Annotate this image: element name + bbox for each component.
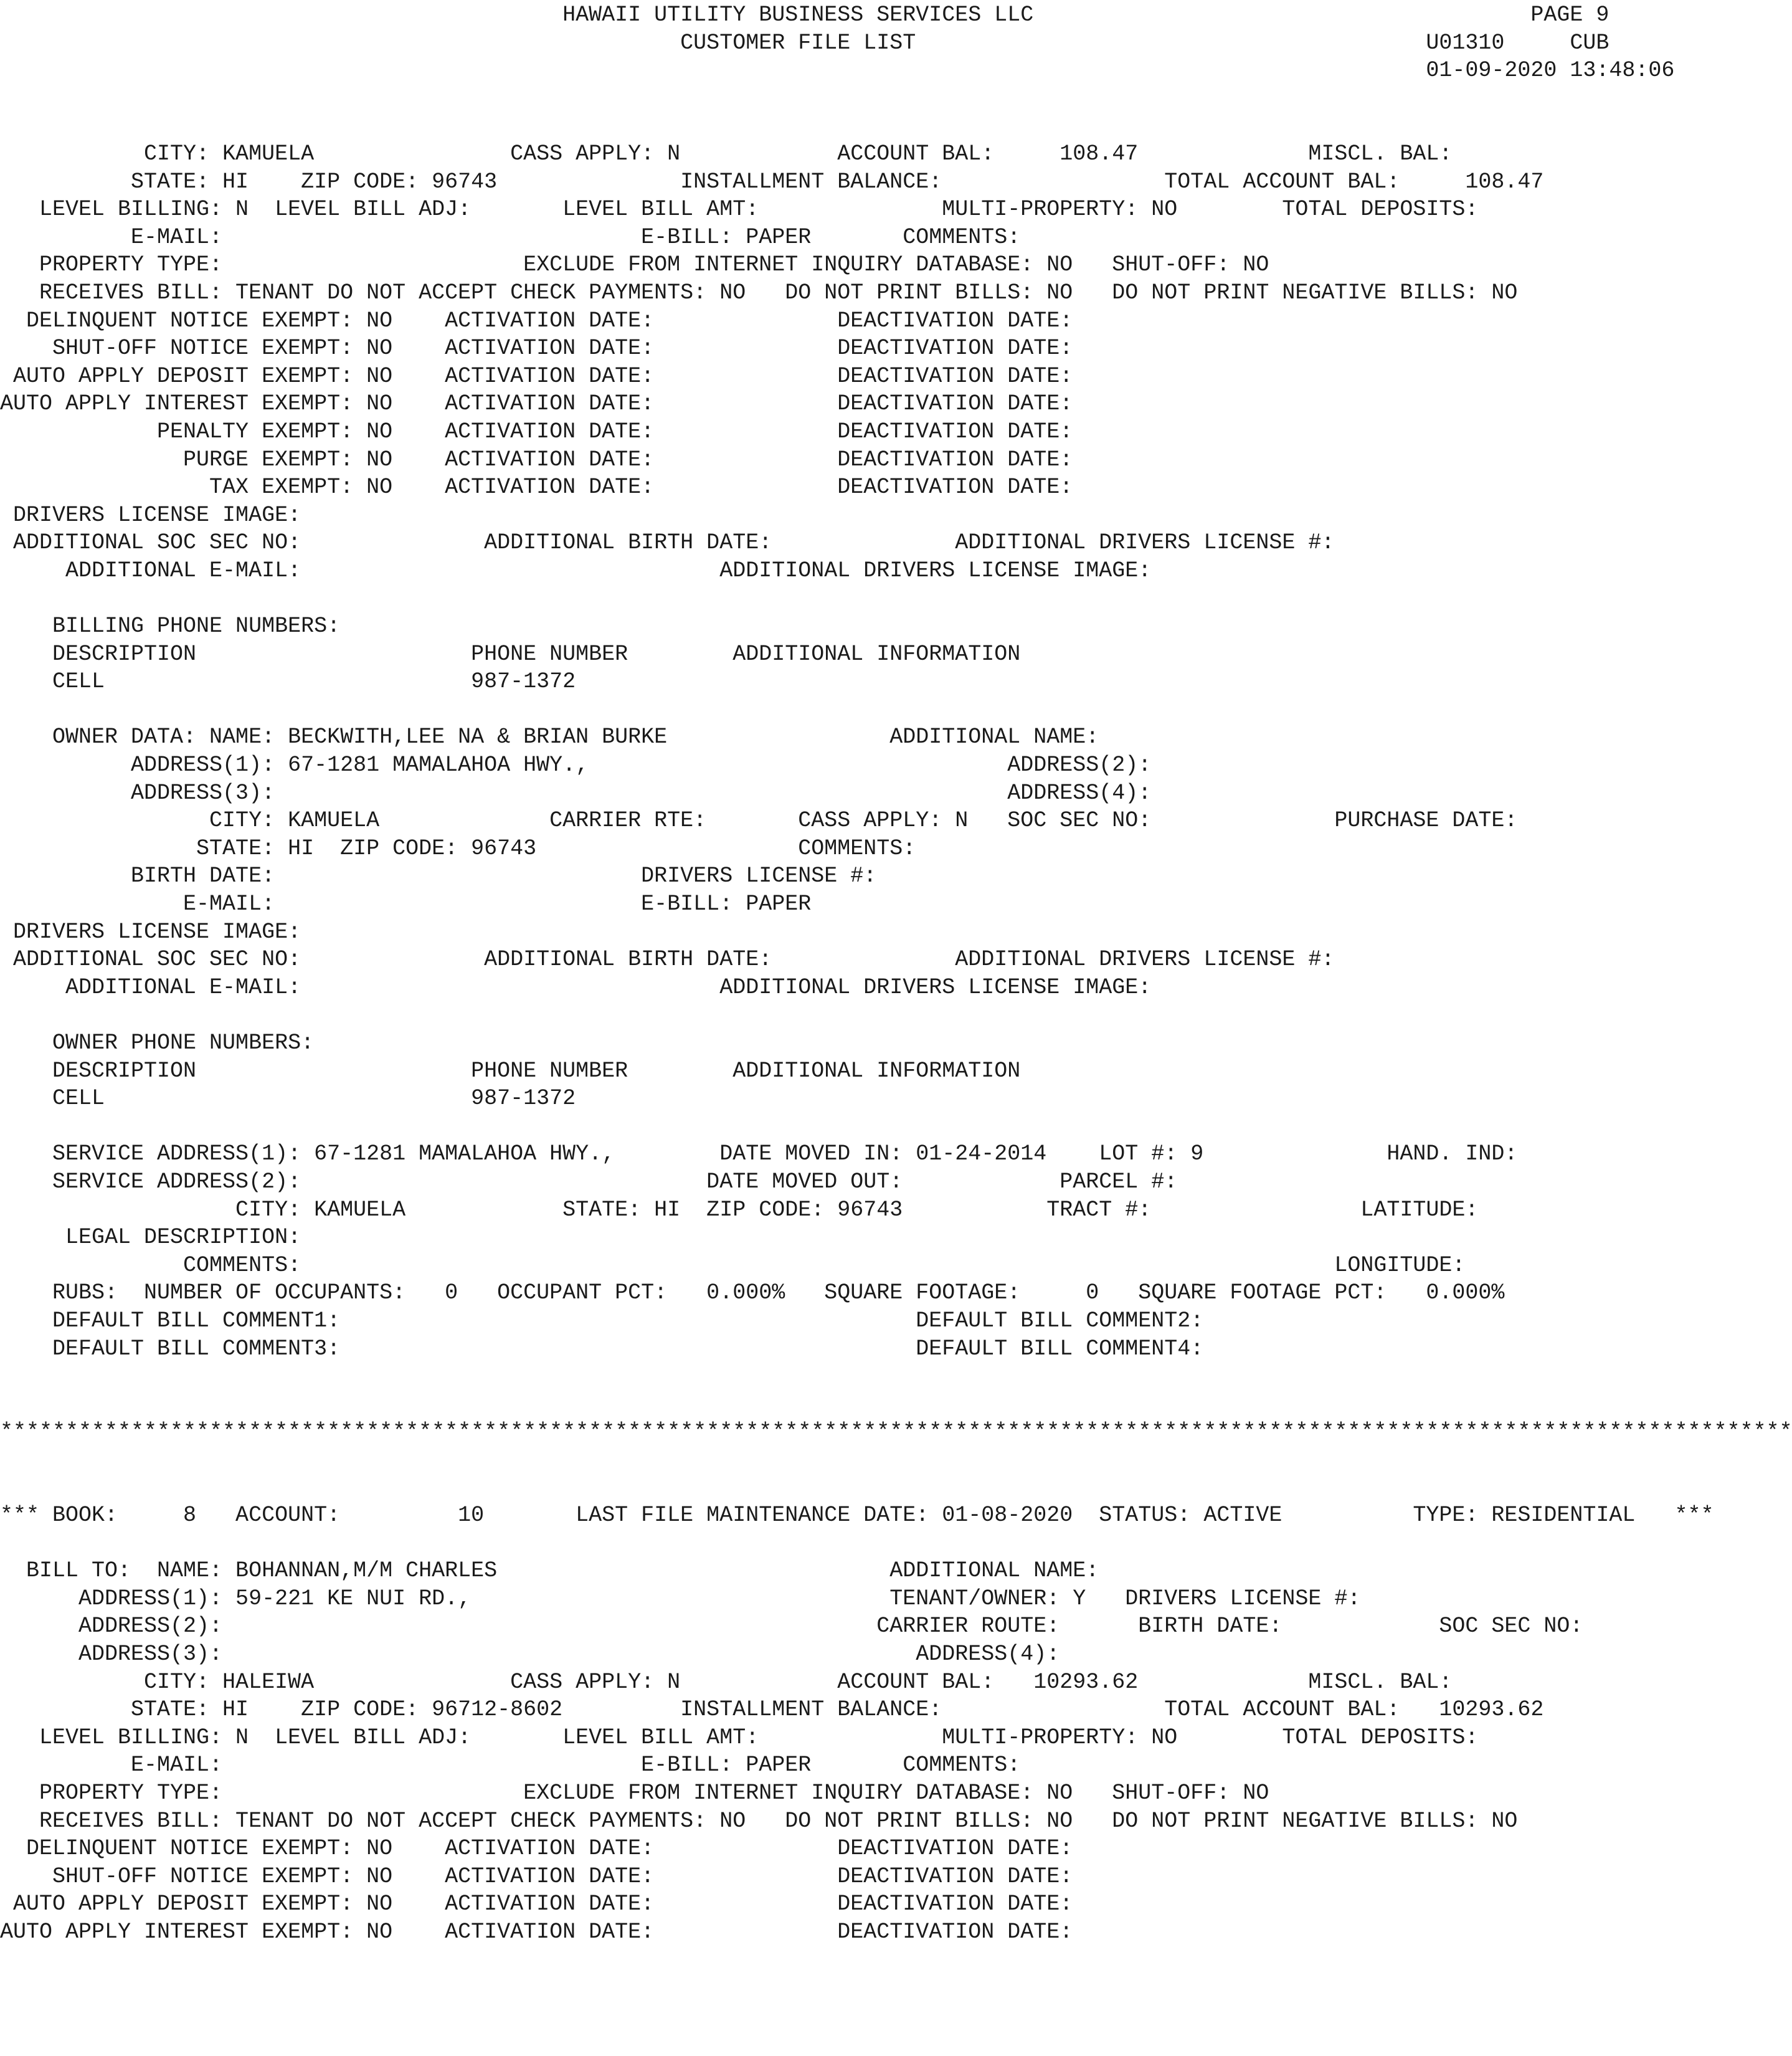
report-line: PROPERTY TYPE: EXCLUDE FROM INTERNET INQUIRY DATABASE: NO SHUT-OFF: NO (0, 252, 1269, 278)
report-line: DEFAULT BILL COMMENT1: DEFAULT BILL COMMENT2: (0, 1308, 1204, 1333)
report-line: PROPERTY TYPE: EXCLUDE FROM INTERNET INQUIRY DATABASE: NO SHUT-OFF: NO (0, 1781, 1269, 1806)
report-line: 01-09-2020 13:48:06 (0, 58, 1675, 83)
report-line: AUTO APPLY INTEREST EXEMPT: NO ACTIVATION DATE: DEACTIVATION DATE: (0, 1919, 1073, 1944)
customer-file-list-report (0, 1, 1792, 1946)
report-line: DRIVERS LICENSE IMAGE: (0, 919, 301, 945)
report-line: RECEIVES BILL: TENANT DO NOT ACCEPT CHECK PAYMENTS: NO DO NOT PRINT BILLS: NO DO NOT PRINT NEGATIVE BILLS: NO (0, 280, 1518, 305)
report-line: CELL 987-1372 (0, 669, 576, 695)
report-line: LEVEL BILLING: N LEVEL BILL ADJ: LEVEL BILL AMT: MULTI-PROPERTY: NO TOTAL DEPOSITS: (0, 1725, 1479, 1750)
report-line: CITY: HALEIWA CASS APPLY: N ACCOUNT BAL: 10293.62 MISCL. BAL: (0, 1669, 1453, 1695)
report-line: E-MAIL: E-BILL: PAPER COMMENTS: (0, 1753, 1021, 1778)
report-line: ***************************************************************************************************************************************** (0, 1419, 1792, 1445)
report-line: ADDRESS(2): CARRIER ROUTE: BIRTH DATE: SOC SEC NO: (0, 1614, 1583, 1639)
report-line: CITY: KAMUELA CASS APPLY: N ACCOUNT BAL: 108.47 MISCL. BAL: (0, 141, 1453, 166)
report-line: ADDITIONAL E-MAIL: ADDITIONAL DRIVERS LICENSE IMAGE: (0, 974, 1152, 1000)
report-line: HAWAII UTILITY BUSINESS SERVICES LLC PAGE 9 (0, 2, 1609, 27)
report-line: AUTO APPLY INTEREST EXEMPT: NO ACTIVATION DATE: DEACTIVATION DATE: (0, 391, 1073, 417)
report-line: AUTO APPLY DEPOSIT EXEMPT: NO ACTIVATION DATE: DEACTIVATION DATE: (0, 363, 1073, 389)
report-line: LEVEL BILLING: N LEVEL BILL ADJ: LEVEL BILL AMT: MULTI-PROPERTY: NO TOTAL DEPOSITS: (0, 197, 1479, 222)
report-line: OWNER DATA: NAME: BECKWITH,LEE NA & BRIAN BURKE ADDITIONAL NAME: (0, 725, 1099, 750)
report-line (0, 1446, 1792, 1474)
report-line: ADDRESS(3): ADDRESS(4): (0, 780, 1152, 806)
report-line: ADDRESS(1): 59-221 KE NUI RD., TENANT/OWNER: Y DRIVERS LICENSE #: (0, 1586, 1361, 1611)
report-line: CUSTOMER FILE LIST U01310 CUB (0, 30, 1609, 55)
report-line: DRIVERS LICENSE IMAGE: (0, 502, 301, 528)
report-line (0, 85, 1792, 113)
report-line: STATE: HI ZIP CODE: 96743 INSTALLMENT BALANCE: TOTAL ACCOUNT BAL: 108.47 (0, 169, 1544, 194)
report-line: E-MAIL: E-BILL: PAPER (0, 892, 812, 916)
report-line: OWNER PHONE NUMBERS: (0, 1030, 315, 1055)
report-line: SERVICE ADDRESS(1): 67-1281 MAMALAHOA HWY., DATE MOVED IN: 01-24-2014 LOT #: 9 HAND. IND: (0, 1141, 1518, 1167)
report-line: BILL TO: NAME: BOHANNAN,M/M CHARLES ADDITIONAL NAME: (0, 1558, 1099, 1584)
report-line: ADDITIONAL SOC SEC NO: ADDITIONAL BIRTH DATE: ADDITIONAL DRIVERS LICENSE #: (0, 530, 1335, 556)
report-line: STATE: HI ZIP CODE: 96743 COMMENTS: (0, 835, 916, 861)
report-line (0, 1363, 1792, 1391)
report-line: PENALTY EXEMPT: NO ACTIVATION DATE: DEACTIVATION DATE: (0, 419, 1073, 444)
report-line: ADDITIONAL E-MAIL: ADDITIONAL DRIVERS LICENSE IMAGE: (0, 558, 1152, 583)
report-line: AUTO APPLY DEPOSIT EXEMPT: NO ACTIVATION DATE: DEACTIVATION DATE: (0, 1892, 1073, 1917)
report-line: DESCRIPTION PHONE NUMBER ADDITIONAL INFORMATION (0, 1058, 1021, 1083)
report-line: DELINQUENT NOTICE EXEMPT: NO ACTIVATION DATE: DEACTIVATION DATE: (0, 308, 1073, 333)
report-line: SERVICE ADDRESS(2): DATE MOVED OUT: PARCEL #: (0, 1169, 1178, 1194)
report-line: SHUT-OFF NOTICE EXEMPT: NO ACTIVATION DATE: DEACTIVATION DATE: (0, 1863, 1073, 1889)
report-line: DEFAULT BILL COMMENT3: DEFAULT BILL COMMENT4: (0, 1336, 1204, 1361)
report-line: RUBS: NUMBER OF OCCUPANTS: 0 OCCUPANT PCT: 0.000% SQUARE FOOTAGE: 0 SQUARE FOOTAGE PCT: 0.000% (0, 1280, 1505, 1306)
report-line (0, 1001, 1792, 1029)
report-line (0, 584, 1792, 612)
report-line: ADDITIONAL SOC SEC NO: ADDITIONAL BIRTH DATE: ADDITIONAL DRIVERS LICENSE #: (0, 947, 1335, 973)
report-line: DESCRIPTION PHONE NUMBER ADDITIONAL INFORMATION (0, 641, 1021, 667)
report-line: TAX EXEMPT: NO ACTIVATION DATE: DEACTIVATION DATE: (0, 475, 1073, 500)
report-line: LEGAL DESCRIPTION: (0, 1225, 301, 1250)
report-line: SHUT-OFF NOTICE EXEMPT: NO ACTIVATION DATE: DEACTIVATION DATE: (0, 336, 1073, 361)
report-line: DELINQUENT NOTICE EXEMPT: NO ACTIVATION DATE: DEACTIVATION DATE: (0, 1836, 1073, 1862)
report-line: STATE: HI ZIP CODE: 96712-8602 INSTALLMENT BALANCE: TOTAL ACCOUNT BAL: 10293.62 (0, 1697, 1544, 1723)
report-line (0, 1391, 1792, 1419)
report-line (0, 1113, 1792, 1141)
report-line: BILLING PHONE NUMBERS: (0, 614, 341, 639)
report-line (0, 696, 1792, 724)
report-line: COMMENTS: LONGITUDE: (0, 1252, 1466, 1278)
report-line: RECEIVES BILL: TENANT DO NOT ACCEPT CHECK PAYMENTS: NO DO NOT PRINT BILLS: NO DO NOT PRINT NEGATIVE BILLS: NO (0, 1808, 1518, 1834)
report-line: *** BOOK: 8 ACCOUNT: 10 LAST FILE MAINTENANCE DATE: 01-08-2020 STATUS: ACTIVE TYPE: RESIDENTIAL *** (0, 1503, 1714, 1528)
report-line: E-MAIL: E-BILL: PAPER COMMENTS: (0, 224, 1021, 250)
report-line: CITY: KAMUELA CARRIER RTE: CASS APPLY: N SOC SEC NO: PURCHASE DATE: (0, 808, 1518, 834)
report-line (0, 1473, 1792, 1502)
report-line: CITY: KAMUELA STATE: HI ZIP CODE: 96743 TRACT #: LATITUDE: (0, 1197, 1479, 1222)
report-line (0, 1530, 1792, 1558)
report-line: CELL 987-1372 (0, 1086, 576, 1111)
report-line: PURGE EXEMPT: NO ACTIVATION DATE: DEACTIVATION DATE: (0, 447, 1073, 472)
report-line: BIRTH DATE: DRIVERS LICENSE #: (0, 864, 877, 889)
report-line: ADDRESS(1): 67-1281 MAMALAHOA HWY., ADDRESS(2): (0, 753, 1152, 778)
report-line (0, 112, 1792, 140)
report-line: ADDRESS(3): ADDRESS(4): (0, 1642, 1060, 1667)
